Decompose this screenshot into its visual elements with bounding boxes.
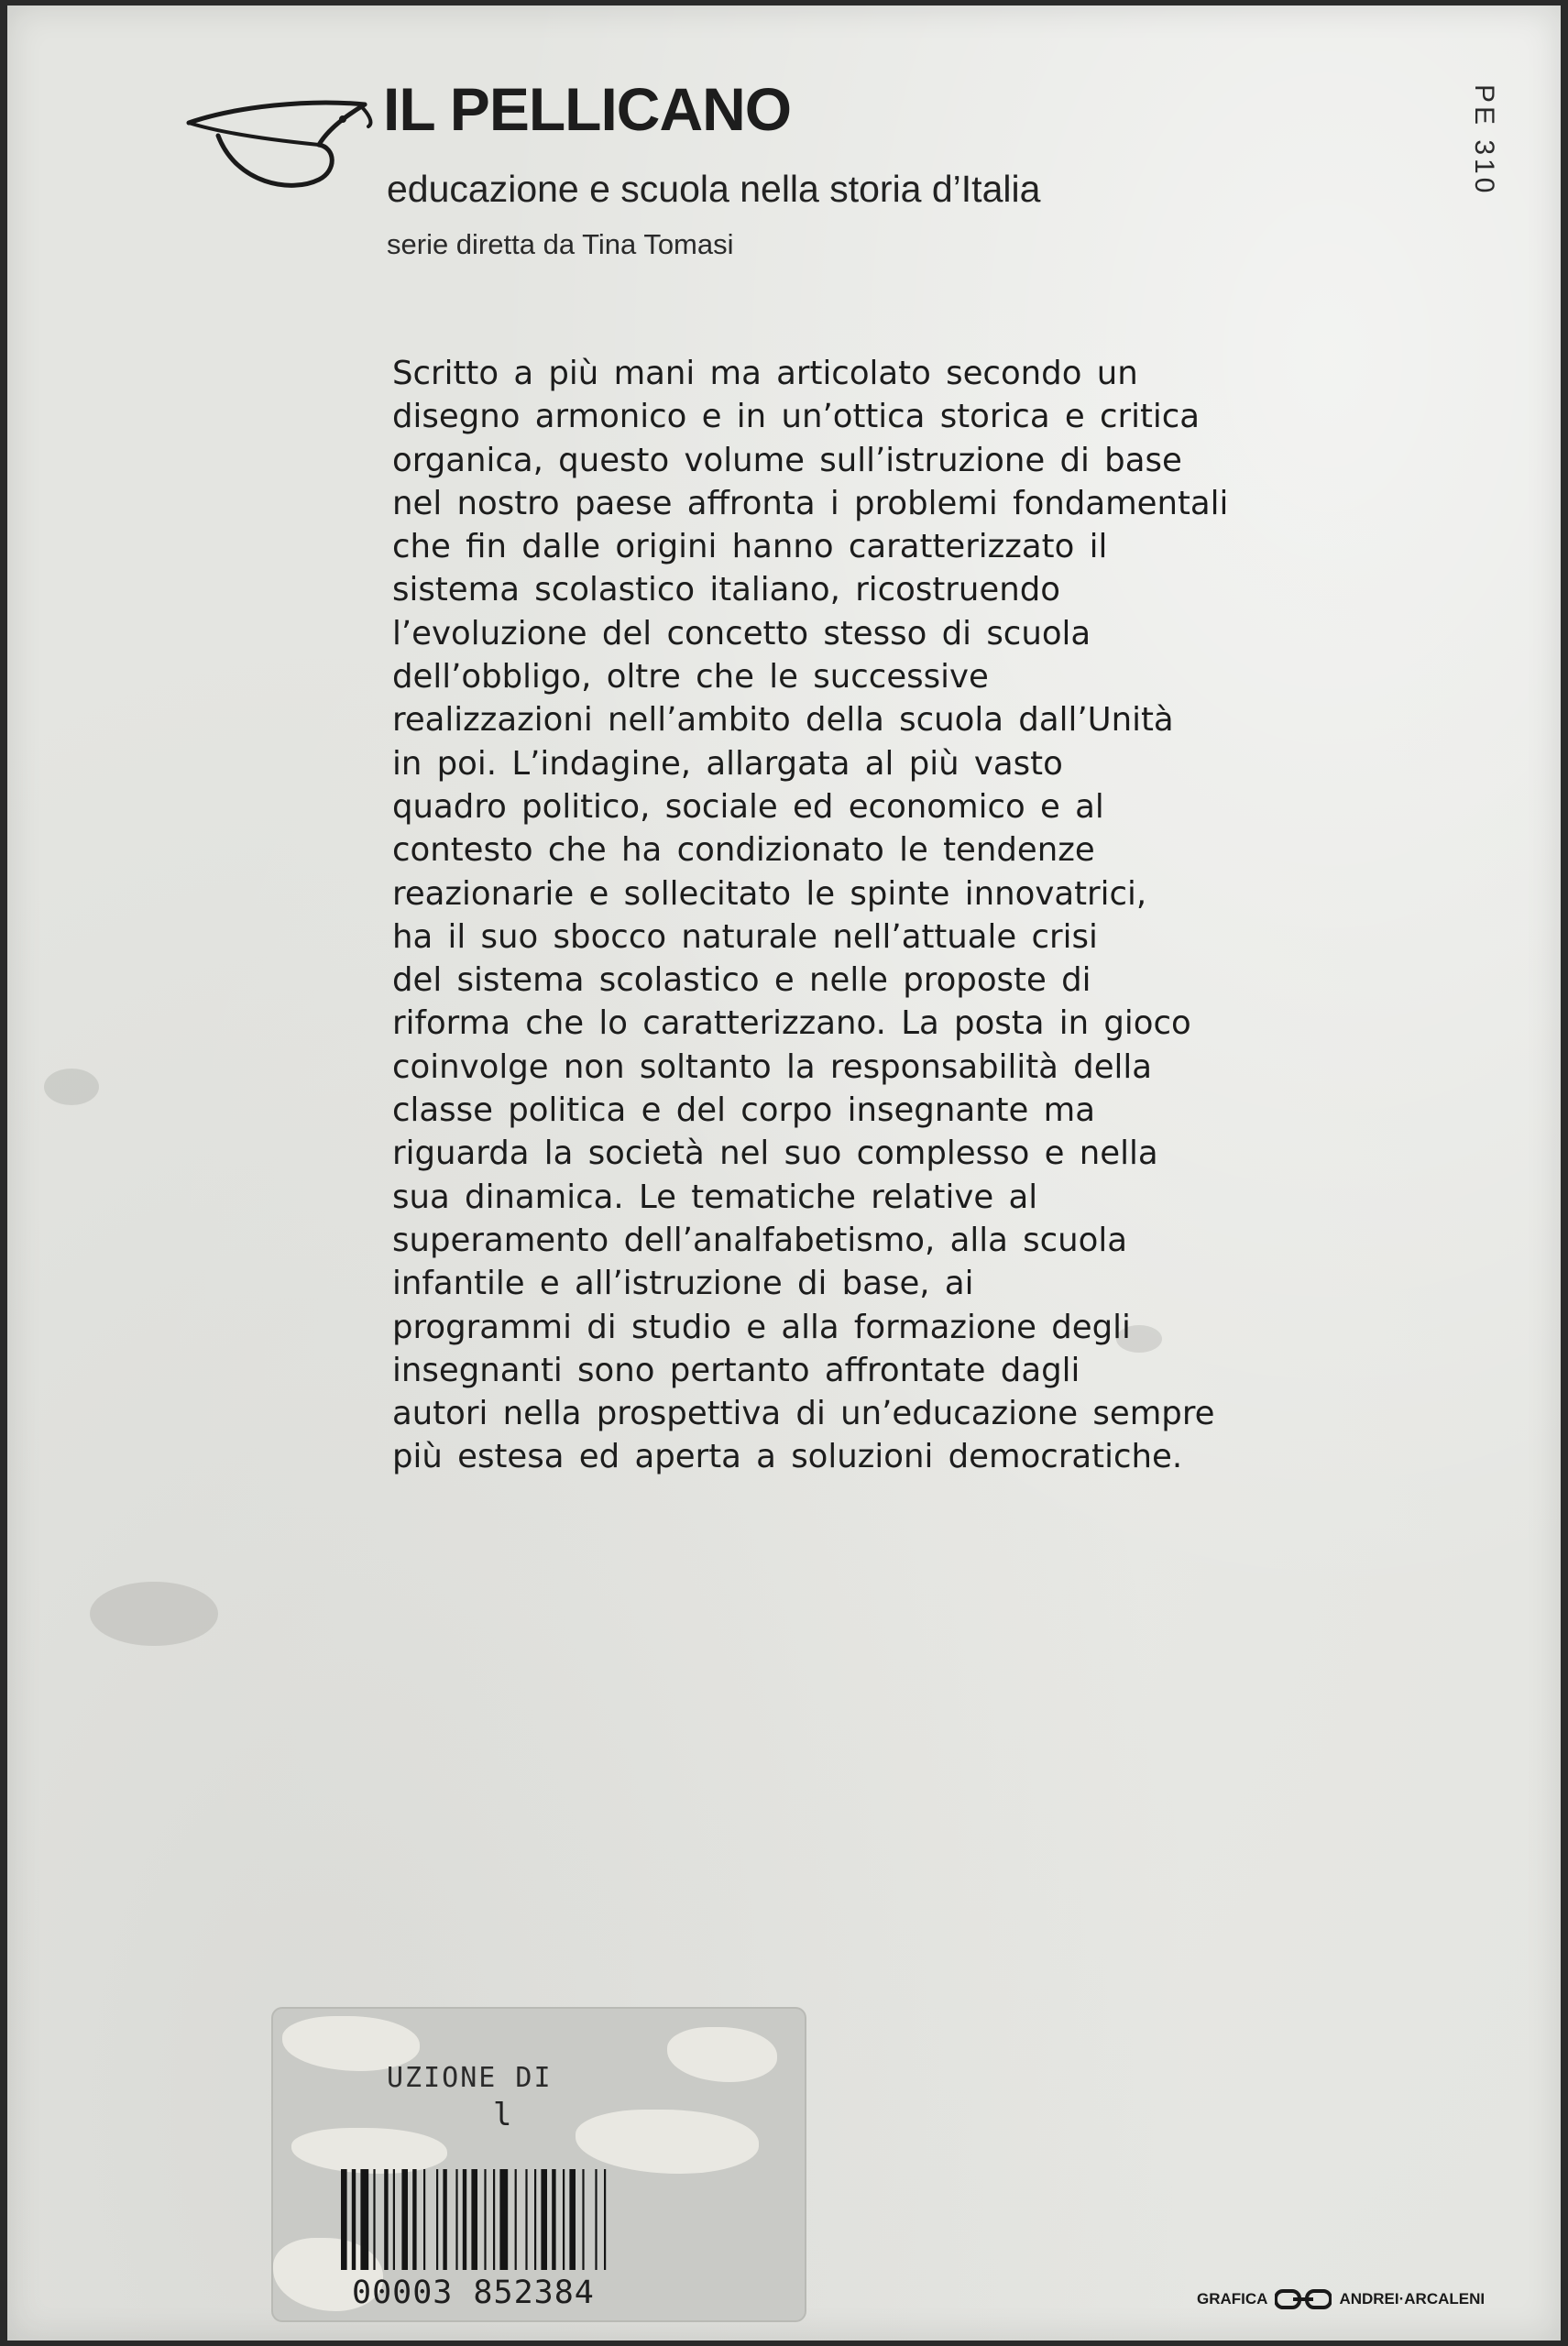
- credit-prefix: GRAFICA: [1197, 2290, 1268, 2308]
- blurb-line: contesto che ha condizionato le tendenze: [392, 831, 1095, 870]
- pelican-icon: [181, 79, 374, 198]
- blurb-line: realizzazioni nell’ambito della scuola dall’Unità: [392, 701, 1174, 740]
- torn-paper-residue: [576, 2110, 759, 2174]
- blurb-text: [392, 352, 1400, 1479]
- barcode: [337, 2169, 722, 2270]
- blurb-line: insegnanti sono pertanto affrontate dagli: [392, 1351, 1080, 1389]
- blurb-line: che fin dalle origini hanno caratterizzato il: [392, 528, 1108, 566]
- blurb-line: sua dinamica. Le tematiche relative al: [392, 1178, 1038, 1216]
- design-credit: [1197, 2289, 1485, 2309]
- blurb-line: organica, questo volume sull’istruzione di base: [392, 441, 1182, 479]
- blurb-line: infantile e all’istruzione di base, ai: [392, 1265, 974, 1303]
- blurb-line: programmi di studio e alla formazione degli: [392, 1308, 1131, 1346]
- blurb-line: reazionarie e sollecitato le spinte innovatrici,: [392, 874, 1147, 913]
- series-subtitle: educazione e scuola nella storia d’Italia: [387, 168, 1041, 210]
- blurb-line: del sistema scolastico e nelle proposte di: [392, 961, 1091, 1000]
- blurb-line: nel nostro paese affronta i problemi fondamentali: [392, 484, 1229, 522]
- library-sticker: [273, 2009, 805, 2320]
- torn-paper-residue: [667, 2027, 777, 2082]
- book-back-cover: [7, 5, 1561, 2341]
- blurb-line: ha il suo sbocco naturale nell’attuale crisi: [392, 917, 1098, 956]
- sticker-mark: l: [493, 2097, 512, 2133]
- barcode-number: 00003 852384: [352, 2275, 595, 2311]
- series-title: IL PELLICANO: [383, 75, 792, 143]
- blurb-line: più estesa ed aperta a soluzioni democratiche.: [392, 1438, 1183, 1476]
- blurb-line: in poi. L’indagine, allargata al più vasto: [392, 744, 1063, 783]
- credit-studio: ANDREI·ARCALENI: [1339, 2290, 1486, 2308]
- blurb-line: superamento dell’analfabetismo, alla scuola: [392, 1221, 1127, 1259]
- paper-stain: [44, 1069, 99, 1105]
- blurb-line: Scritto a più mani ma articolato secondo un: [392, 355, 1138, 392]
- blurb-line: l’evoluzione del concetto stesso di scuola: [392, 614, 1091, 652]
- blurb-line: coinvolge non soltanto la responsabilità della: [392, 1047, 1153, 1086]
- blurb-line: autori nella prospettiva di un’educazione sempre: [392, 1395, 1215, 1433]
- blurb-line: riguarda la società nel suo complesso e nella: [392, 1135, 1158, 1173]
- blurb-line: disegno armonico e in un’ottica storica e critica: [392, 398, 1201, 436]
- sticker-label: UZIONE DI: [387, 2062, 553, 2094]
- catalog-code: PE 310: [1469, 84, 1499, 197]
- blurb-line: classe politica e del corpo insegnante ma: [392, 1091, 1095, 1130]
- blurb-line: dell’obbligo, oltre che le successive: [392, 658, 989, 696]
- paper-stain: [90, 1582, 218, 1646]
- studio-logo-icon: [1275, 2289, 1332, 2309]
- blurb-line: sistema scolastico italiano, ricostruendo: [392, 571, 1060, 609]
- blurb-line: riforma che lo caratterizzano. La posta in gioco: [392, 1004, 1191, 1043]
- torn-paper-residue: [291, 2128, 447, 2174]
- series-editor: serie diretta da Tina Tomasi: [387, 228, 734, 260]
- blurb-line: quadro politico, sociale ed economico e al: [392, 787, 1104, 826]
